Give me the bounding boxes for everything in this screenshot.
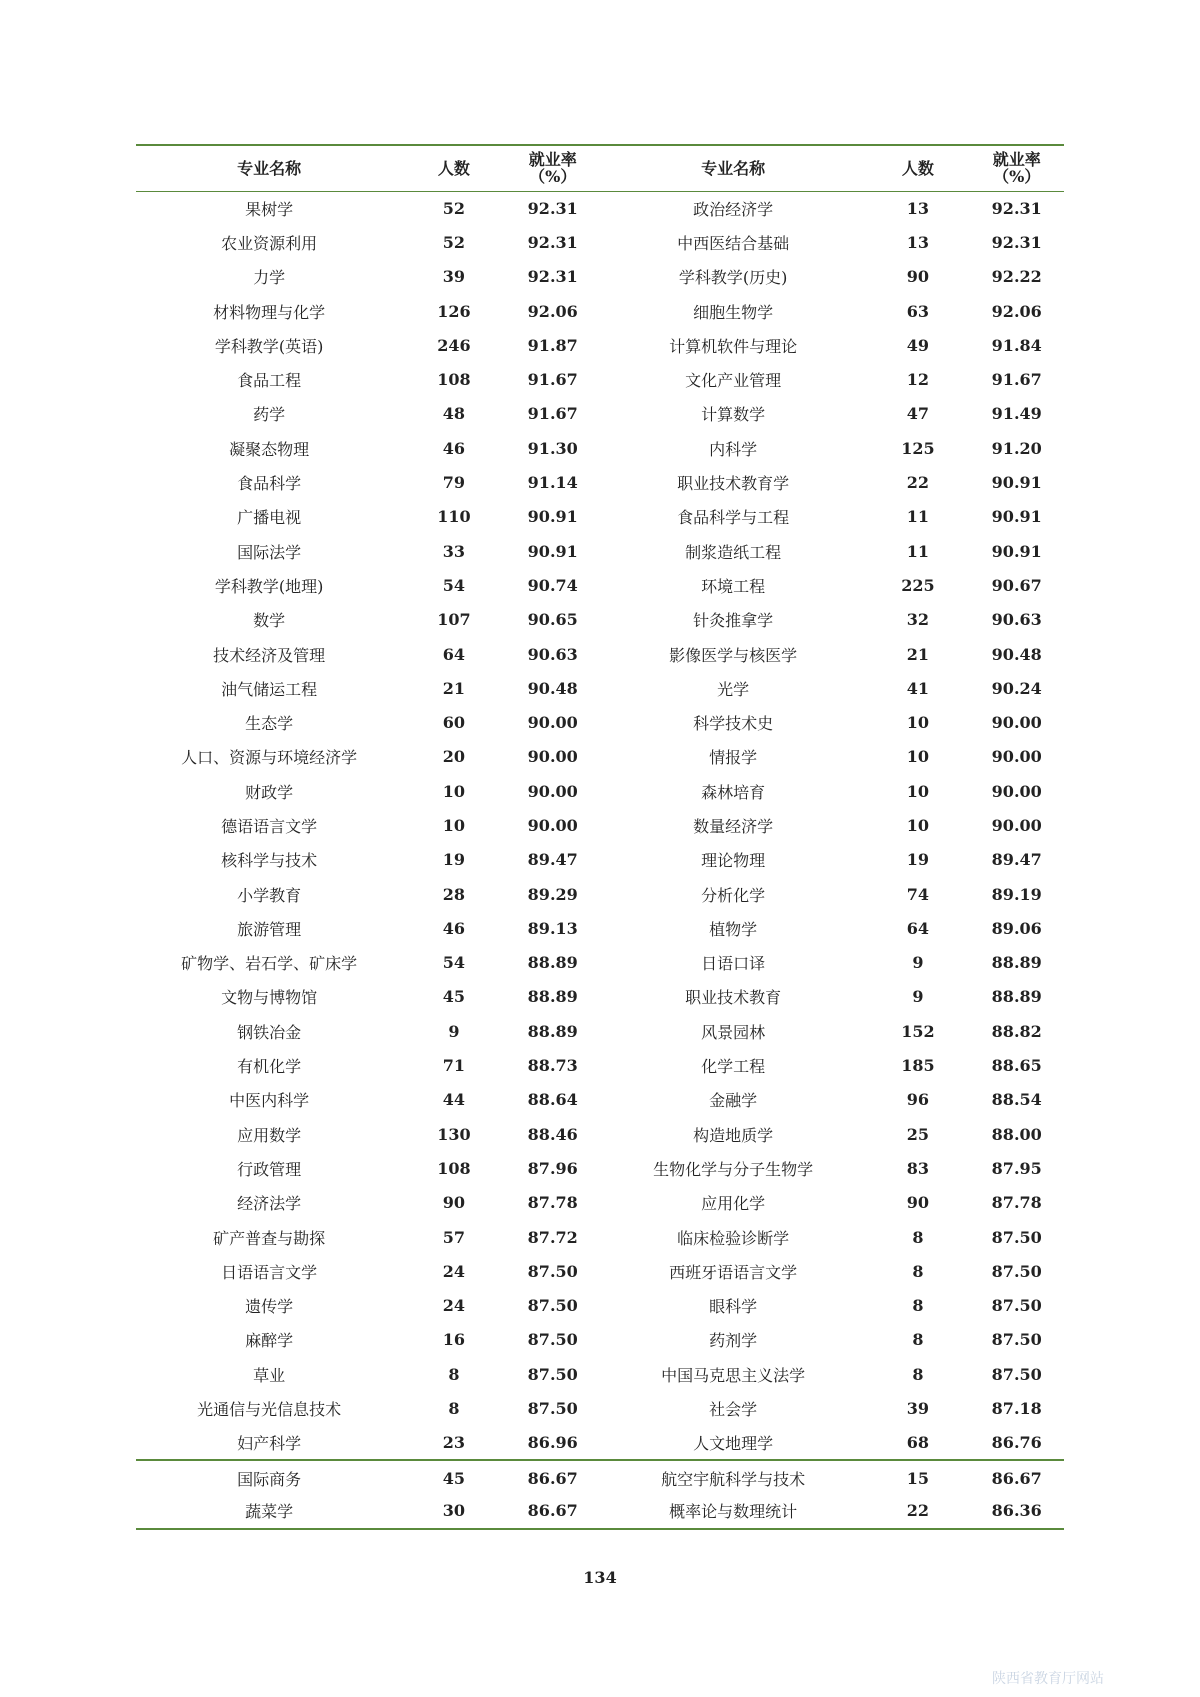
major-name-cell: 化学工程 <box>701 1057 766 1077</box>
major-name-cell: 中医内科学 <box>229 1091 310 1111</box>
major-name-cell: 概率论与数理统计 <box>669 1502 798 1522</box>
major-name-cell: 数量经济学 <box>693 816 774 836</box>
major-name-cell: 学科教学(历史) <box>678 268 788 288</box>
rate-cell: 88.73 <box>527 1056 578 1076</box>
major-name-cell: 森林培育 <box>701 782 766 802</box>
table-row <box>136 705 1064 739</box>
table-row <box>136 225 1064 259</box>
major-name-cell: 生态学 <box>245 714 294 734</box>
rate-cell: 90.74 <box>527 575 578 595</box>
major-name-cell: 日语语言文学 <box>221 1262 318 1282</box>
rate-cell: 91.67 <box>527 370 578 390</box>
rate-cell: 87.50 <box>991 1330 1042 1350</box>
major-name-cell: 临床检验诊断学 <box>677 1228 790 1248</box>
rate-cell: 92.31 <box>991 232 1042 252</box>
table-row <box>136 1048 1064 1082</box>
rate-cell: 90.00 <box>527 815 578 835</box>
rate-cell: 88.89 <box>527 987 578 1007</box>
count-cell: 63 <box>906 301 930 321</box>
major-name-cell: 矿产普查与勘探 <box>213 1228 326 1248</box>
count-cell: 90 <box>442 1193 466 1213</box>
table-row <box>136 534 1064 568</box>
major-name-cell: 文物与博物馆 <box>221 988 318 1008</box>
count-cell: 110 <box>437 507 471 527</box>
major-name-cell: 德语语言文学 <box>221 816 318 836</box>
major-name-cell: 学科教学(英语) <box>214 336 324 356</box>
rate-cell: 90.91 <box>527 507 578 527</box>
rate-cell: 87.50 <box>527 1399 578 1419</box>
header-count: 人数 <box>866 145 969 191</box>
rate-cell: 89.06 <box>991 918 1042 938</box>
major-name-cell: 针灸推拿学 <box>693 611 774 631</box>
count-cell: 96 <box>906 1090 930 1110</box>
major-name-cell: 日语口译 <box>701 954 766 974</box>
header-major-name: 专业名称 <box>136 145 402 191</box>
major-name-cell: 分析化学 <box>701 885 766 905</box>
header-major-name: 专业名称 <box>600 145 866 191</box>
major-name-cell: 农业资源利用 <box>221 233 318 253</box>
count-cell: 23 <box>442 1432 466 1452</box>
count-cell: 8 <box>912 1330 924 1350</box>
table-row <box>136 1357 1064 1391</box>
count-cell: 46 <box>442 918 466 938</box>
count-cell: 13 <box>906 198 930 218</box>
major-name-cell: 中西医结合基础 <box>677 233 790 253</box>
count-cell: 8 <box>912 1296 924 1316</box>
count-cell: 125 <box>901 438 935 458</box>
major-name-cell: 行政管理 <box>237 1159 302 1179</box>
table-row <box>136 808 1064 842</box>
major-name-cell: 政治经济学 <box>693 199 774 219</box>
rate-cell: 90.24 <box>991 678 1042 698</box>
count-cell: 8 <box>448 1399 460 1419</box>
major-name-cell: 理论物理 <box>701 851 766 871</box>
rate-cell: 91.30 <box>527 438 578 458</box>
count-cell: 246 <box>437 335 471 355</box>
rate-cell: 90.00 <box>991 781 1042 801</box>
count-cell: 39 <box>906 1399 930 1419</box>
count-cell: 19 <box>442 850 466 870</box>
count-cell: 15 <box>866 1460 969 1494</box>
major-name-cell: 遗传学 <box>245 1297 294 1317</box>
table-row <box>136 260 1064 294</box>
count-cell: 48 <box>442 404 466 424</box>
table-row <box>136 1494 1064 1528</box>
rate-cell: 88.64 <box>527 1090 578 1110</box>
major-name-cell: 构造地质学 <box>693 1125 774 1145</box>
table-row <box>136 1083 1064 1117</box>
count-cell: 8 <box>912 1261 924 1281</box>
rate-cell: 91.49 <box>991 404 1042 424</box>
table-row <box>136 431 1064 465</box>
major-name-cell: 金融学 <box>709 1091 758 1111</box>
major-name-cell: 食品科学 <box>237 474 302 494</box>
table-row <box>136 1151 1064 1185</box>
rate-cell: 92.22 <box>991 267 1042 287</box>
count-cell: 79 <box>442 473 466 493</box>
table-row <box>136 1186 1064 1220</box>
table-row <box>136 191 1064 225</box>
count-cell: 9 <box>912 987 924 1007</box>
table-row <box>136 774 1064 808</box>
rate-cell: 90.63 <box>991 610 1042 630</box>
major-name-cell: 草业 <box>253 1365 286 1385</box>
major-name-cell: 文化产业管理 <box>685 371 782 391</box>
major-name-cell: 油气储运工程 <box>221 679 318 699</box>
major-name-cell: 财政学 <box>245 782 294 802</box>
major-name-cell: 广播电视 <box>237 508 302 528</box>
rate-cell: 86.67 <box>527 1501 578 1521</box>
count-cell: 57 <box>442 1227 466 1247</box>
rate-cell: 87.95 <box>991 1158 1042 1178</box>
rate-cell: 88.00 <box>991 1124 1042 1144</box>
rate-cell: 86.76 <box>991 1432 1042 1452</box>
count-cell: 126 <box>437 301 471 321</box>
rate-cell: 92.06 <box>527 301 578 321</box>
rate-cell: 87.50 <box>527 1364 578 1384</box>
rate-cell: 92.31 <box>527 232 578 252</box>
count-cell: 45 <box>442 987 466 1007</box>
count-cell: 10 <box>906 815 930 835</box>
count-cell: 90 <box>906 267 930 287</box>
major-name-cell: 西班牙语语言文学 <box>669 1262 798 1282</box>
table-row <box>136 465 1064 499</box>
rate-cell: 90.91 <box>991 541 1042 561</box>
count-cell: 11 <box>906 541 930 561</box>
major-name-cell: 力学 <box>253 268 286 288</box>
count-cell: 54 <box>442 575 466 595</box>
major-name-cell: 内科学 <box>709 439 758 459</box>
rate-cell: 88.89 <box>991 987 1042 1007</box>
table-row <box>136 603 1064 637</box>
count-cell: 30 <box>442 1501 466 1521</box>
major-name-cell: 凝聚态物理 <box>229 439 310 459</box>
major-name-cell: 钢铁冶金 <box>237 1022 302 1042</box>
count-cell: 12 <box>906 370 930 390</box>
rate-cell: 88.54 <box>991 1090 1042 1110</box>
count-cell: 28 <box>442 884 466 904</box>
rate-cell: 87.50 <box>991 1227 1042 1247</box>
major-name-cell: 国际商务 <box>136 1460 402 1494</box>
count-cell: 33 <box>442 541 466 561</box>
rate-cell: 90.63 <box>527 644 578 664</box>
rate-cell: 87.50 <box>527 1296 578 1316</box>
rate-cell: 88.89 <box>527 1021 578 1041</box>
major-name-cell: 航空宇航科学与技术 <box>600 1460 866 1494</box>
major-name-cell: 影像医学与核医学 <box>669 645 798 665</box>
header-count: 人数 <box>402 145 505 191</box>
count-cell: 60 <box>442 713 466 733</box>
count-cell: 41 <box>906 678 930 698</box>
major-name-cell: 旅游管理 <box>237 919 302 939</box>
rate-cell: 87.78 <box>991 1193 1042 1213</box>
count-cell: 20 <box>442 747 466 767</box>
rate-cell: 90.91 <box>991 473 1042 493</box>
major-name-cell: 数学 <box>253 611 286 631</box>
major-name-cell: 矿物学、岩石学、矿床学 <box>181 954 358 974</box>
count-cell: 10 <box>442 781 466 801</box>
rate-cell: 90.00 <box>527 713 578 733</box>
rate-cell: 87.96 <box>527 1158 578 1178</box>
major-name-cell: 生物化学与分子生物学 <box>653 1159 814 1179</box>
table-row <box>136 1117 1064 1151</box>
table-row <box>136 568 1064 602</box>
rate-cell: 89.13 <box>527 918 578 938</box>
count-cell: 13 <box>906 232 930 252</box>
rate-cell: 90.67 <box>991 575 1042 595</box>
count-cell: 21 <box>442 678 466 698</box>
rate-cell: 91.67 <box>527 404 578 424</box>
rate-cell: 90.00 <box>991 815 1042 835</box>
table-row <box>136 1254 1064 1288</box>
rate-cell: 87.78 <box>527 1193 578 1213</box>
count-cell: 21 <box>906 644 930 664</box>
count-cell: 25 <box>906 1124 930 1144</box>
count-cell: 9 <box>912 953 924 973</box>
rate-cell: 88.65 <box>991 1056 1042 1076</box>
rate-cell: 91.84 <box>991 335 1042 355</box>
count-cell: 225 <box>901 575 935 595</box>
rate-cell: 87.18 <box>991 1399 1042 1419</box>
rate-cell: 89.47 <box>527 850 578 870</box>
table-row <box>136 1014 1064 1048</box>
major-name-cell: 食品工程 <box>237 371 302 391</box>
count-cell: 32 <box>906 610 930 630</box>
count-cell: 39 <box>442 267 466 287</box>
rate-cell: 88.89 <box>527 953 578 973</box>
table-row <box>136 1289 1064 1323</box>
count-cell: 47 <box>906 404 930 424</box>
count-cell: 64 <box>906 918 930 938</box>
major-name-cell: 药学 <box>253 405 286 425</box>
rate-cell: 92.31 <box>991 198 1042 218</box>
rate-cell: 91.14 <box>527 473 578 493</box>
rate-cell: 86.67 <box>505 1460 600 1494</box>
count-cell: 185 <box>901 1056 935 1076</box>
count-cell: 46 <box>442 438 466 458</box>
table-row <box>136 911 1064 945</box>
count-cell: 10 <box>906 747 930 767</box>
count-cell: 45 <box>402 1460 505 1494</box>
rate-cell: 87.50 <box>991 1261 1042 1281</box>
major-name-cell: 核科学与技术 <box>221 851 318 871</box>
count-cell: 83 <box>906 1158 930 1178</box>
major-name-cell: 麻醉学 <box>245 1331 294 1351</box>
major-name-cell: 果树学 <box>245 199 294 219</box>
major-name-cell: 情报学 <box>709 748 758 768</box>
rate-cell: 91.20 <box>991 438 1042 458</box>
count-cell: 64 <box>442 644 466 664</box>
major-name-cell: 药剂学 <box>709 1331 758 1351</box>
rate-cell: 86.67 <box>969 1460 1064 1494</box>
rate-cell: 90.48 <box>991 644 1042 664</box>
rate-cell: 87.72 <box>527 1227 578 1247</box>
major-name-cell: 学科教学(地理) <box>214 576 324 596</box>
count-cell: 107 <box>437 610 471 630</box>
header-employment-rate: 就业率 （%） <box>505 145 600 191</box>
rate-cell: 88.82 <box>991 1021 1042 1041</box>
count-cell: 24 <box>442 1296 466 1316</box>
rate-cell: 89.29 <box>527 884 578 904</box>
table-row <box>136 740 1064 774</box>
count-cell: 8 <box>912 1364 924 1384</box>
major-name-cell: 环境工程 <box>701 576 766 596</box>
rate-cell: 86.36 <box>991 1501 1042 1521</box>
major-name-cell: 小学教育 <box>237 885 302 905</box>
rate-cell: 86.96 <box>527 1432 578 1452</box>
rate-cell: 87.50 <box>527 1330 578 1350</box>
table-row <box>136 1426 1064 1460</box>
major-name-cell: 制浆造纸工程 <box>685 542 782 562</box>
table-row <box>136 1391 1064 1425</box>
count-cell: 152 <box>901 1021 935 1041</box>
count-cell: 108 <box>437 370 471 390</box>
major-name-cell: 计算数学 <box>701 405 766 425</box>
major-name-cell: 植物学 <box>709 919 758 939</box>
rate-cell: 90.91 <box>527 541 578 561</box>
rate-cell: 92.06 <box>991 301 1042 321</box>
count-cell: 10 <box>906 781 930 801</box>
employment-rate-table <box>136 144 1064 1530</box>
page-number: 134 <box>583 1568 617 1587</box>
table-row <box>136 1323 1064 1357</box>
major-name-cell: 社会学 <box>709 1400 758 1420</box>
count-cell: 9 <box>448 1021 460 1041</box>
major-name-cell: 经济法学 <box>237 1194 302 1214</box>
table-row <box>136 946 1064 980</box>
count-cell: 54 <box>442 953 466 973</box>
count-cell: 10 <box>442 815 466 835</box>
table-row <box>136 843 1064 877</box>
rate-cell: 89.19 <box>991 884 1042 904</box>
count-cell: 74 <box>906 884 930 904</box>
header-employment-rate: 就业率 （%） <box>969 145 1064 191</box>
rate-cell: 88.89 <box>991 953 1042 973</box>
major-name-cell: 职业技术教育 <box>685 988 782 1008</box>
rate-cell: 91.67 <box>991 370 1042 390</box>
count-cell: 68 <box>906 1432 930 1452</box>
count-cell: 8 <box>448 1364 460 1384</box>
major-name-cell: 人文地理学 <box>693 1433 774 1453</box>
count-cell: 52 <box>442 232 466 252</box>
rate-cell: 90.00 <box>527 747 578 767</box>
rate-cell: 90.91 <box>991 507 1042 527</box>
rate-cell: 90.48 <box>527 678 578 698</box>
count-cell: 49 <box>906 335 930 355</box>
major-name-cell: 科学技术史 <box>693 714 774 734</box>
watermark: 陕西省教育厅网站 <box>992 1671 1104 1687</box>
count-cell: 52 <box>442 198 466 218</box>
count-cell: 10 <box>906 713 930 733</box>
major-name-cell: 技术经济及管理 <box>213 645 326 665</box>
table-row <box>136 397 1064 431</box>
major-name-cell: 细胞生物学 <box>693 302 774 322</box>
count-cell: 90 <box>906 1193 930 1213</box>
count-cell: 19 <box>906 850 930 870</box>
count-cell: 71 <box>442 1056 466 1076</box>
table-row <box>136 294 1064 328</box>
table-row <box>136 637 1064 671</box>
count-cell: 44 <box>442 1090 466 1110</box>
rate-cell: 92.31 <box>527 198 578 218</box>
rate-cell: 91.87 <box>527 335 578 355</box>
count-cell: 130 <box>437 1124 471 1144</box>
major-name-cell: 国际法学 <box>237 542 302 562</box>
rate-cell: 87.50 <box>991 1296 1042 1316</box>
table-row <box>136 877 1064 911</box>
major-name-cell: 应用化学 <box>701 1194 766 1214</box>
rate-cell: 87.50 <box>527 1261 578 1281</box>
major-name-cell: 妇产科学 <box>237 1433 302 1453</box>
table-row <box>136 1460 1064 1494</box>
major-name-cell: 光通信与光信息技术 <box>197 1400 342 1420</box>
table-row <box>136 500 1064 534</box>
table-row <box>136 1220 1064 1254</box>
rate-cell: 87.50 <box>991 1364 1042 1384</box>
table-row <box>136 362 1064 396</box>
rate-cell: 90.00 <box>527 781 578 801</box>
rate-cell: 88.46 <box>527 1124 578 1144</box>
table-body <box>136 191 1064 1529</box>
table-row <box>136 671 1064 705</box>
major-name-cell: 有机化学 <box>237 1057 302 1077</box>
major-name-cell: 食品科学与工程 <box>677 508 790 528</box>
table-row <box>136 328 1064 362</box>
rate-cell: 90.00 <box>991 713 1042 733</box>
rate-cell: 89.47 <box>991 850 1042 870</box>
rate-cell: 92.31 <box>527 267 578 287</box>
major-name-cell: 眼科学 <box>709 1297 758 1317</box>
count-cell: 108 <box>437 1158 471 1178</box>
rate-cell: 90.65 <box>527 610 578 630</box>
count-cell: 22 <box>906 1501 930 1521</box>
major-name-cell: 应用数学 <box>237 1125 302 1145</box>
count-cell: 8 <box>912 1227 924 1247</box>
major-name-cell: 人口、资源与环境经济学 <box>181 748 358 768</box>
major-name-cell: 计算机软件与理论 <box>669 336 798 356</box>
table-header-row <box>136 145 1064 191</box>
major-name-cell: 风景园林 <box>701 1022 766 1042</box>
count-cell: 16 <box>442 1330 466 1350</box>
count-cell: 11 <box>906 507 930 527</box>
count-cell: 24 <box>442 1261 466 1281</box>
major-name-cell: 蔬菜学 <box>245 1502 294 1522</box>
major-name-cell: 材料物理与化学 <box>213 302 326 322</box>
rate-cell: 90.00 <box>991 747 1042 767</box>
table-row <box>136 980 1064 1014</box>
major-name-cell: 职业技术教育学 <box>677 474 790 494</box>
major-name-cell: 中国马克思主义法学 <box>661 1365 806 1385</box>
major-name-cell: 光学 <box>717 679 750 699</box>
count-cell: 22 <box>906 473 930 493</box>
